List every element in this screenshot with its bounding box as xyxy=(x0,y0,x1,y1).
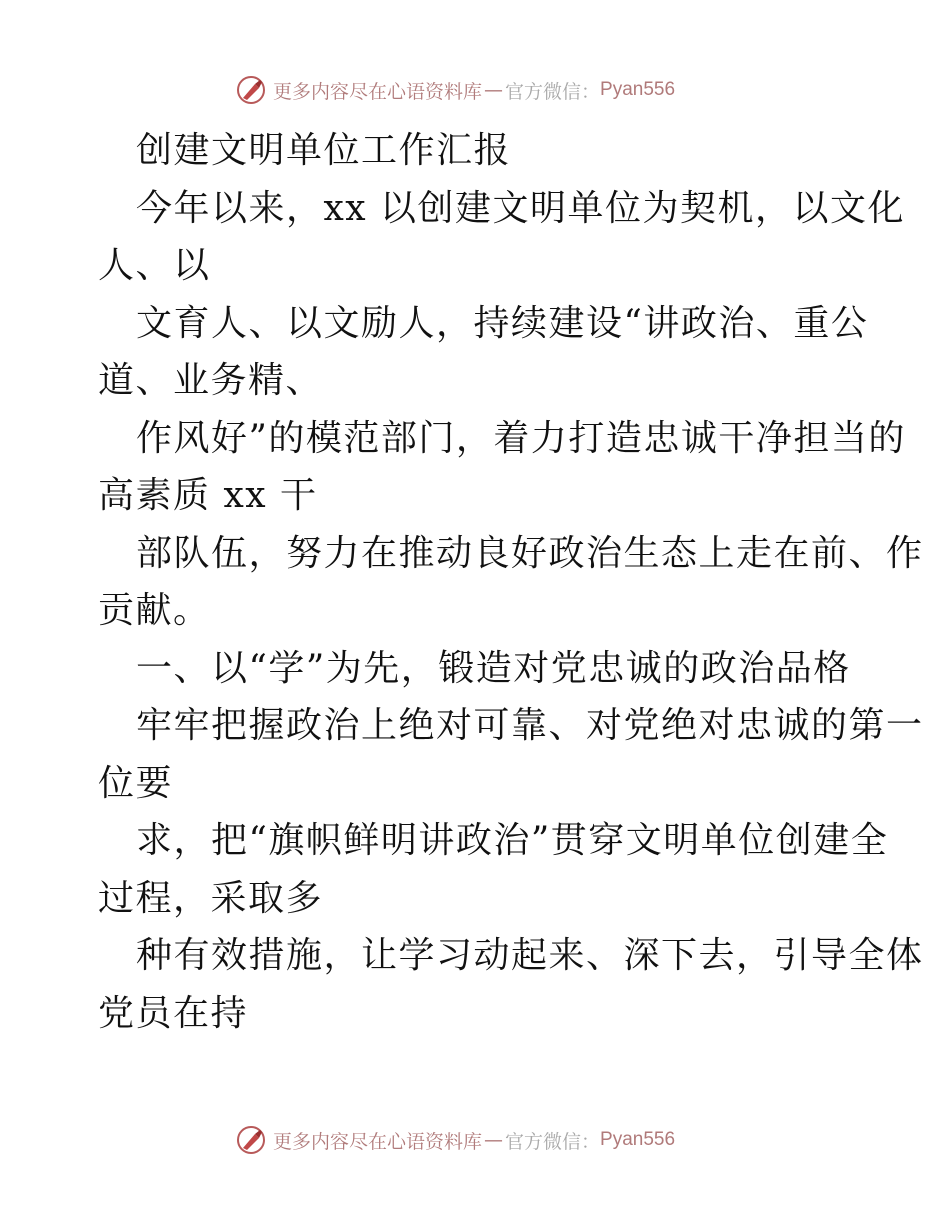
paragraph-line: 种有效措施，让学习动起来、深下去，引导全体 xyxy=(136,935,924,976)
watermark-wechat-id: Pyan556 xyxy=(600,1129,676,1150)
watermark-text: 更多内容尽在心语资料库 xyxy=(273,80,483,103)
document-body xyxy=(98,122,924,1042)
paragraph-line: 部队伍，努力在推动良好政治生态上走在前、作 xyxy=(136,532,924,574)
paragraph-line: 今年以来，xx 以创建文明单位为契机，以文化 xyxy=(136,187,906,229)
paragraph-line: 文育人、以文励人，持续建设“讲政治、重公 xyxy=(136,302,869,344)
watermark-wechat-id: Pyan556 xyxy=(600,79,676,100)
watermark-official-label: 官方微信： xyxy=(505,1130,601,1153)
header-watermark xyxy=(235,72,675,108)
section-heading: 一、以“学”为先，锻造对党忠诚的政治品格 xyxy=(136,647,851,689)
paragraph-line: 作风好”的模范部门，着力打造忠诚干净担当的 xyxy=(136,417,906,459)
document-title: 创建文明单位工作汇报 xyxy=(136,130,512,171)
watermark-official-label: 官方微信： xyxy=(505,80,601,103)
paragraph-line: 求，把“旗帜鲜明讲政治”贯穿文明单位创建全 xyxy=(136,820,889,861)
paragraph-line: 人、以 xyxy=(98,245,211,286)
watermark-dash: — xyxy=(484,1129,504,1151)
pen-nib-circle-icon xyxy=(235,1124,267,1156)
watermark-dash: — xyxy=(484,79,504,101)
pen-nib-circle-icon xyxy=(235,74,267,106)
paragraph-line: 道、业务精、 xyxy=(98,360,324,401)
footer-watermark xyxy=(235,1122,675,1158)
paragraph-line: 过程，采取多 xyxy=(98,877,324,919)
watermark-text: 更多内容尽在心语资料库 xyxy=(273,1130,483,1153)
paragraph-line: 贡献。 xyxy=(98,590,211,631)
paragraph-line: 党员在持 xyxy=(98,992,249,1034)
paragraph-line: 牢牢把握政治上绝对可靠、对党绝对忠诚的第一 xyxy=(136,705,924,746)
paragraph-line: 高素质 xx 干 xyxy=(98,475,318,516)
paragraph-line: 位要 xyxy=(98,762,174,804)
